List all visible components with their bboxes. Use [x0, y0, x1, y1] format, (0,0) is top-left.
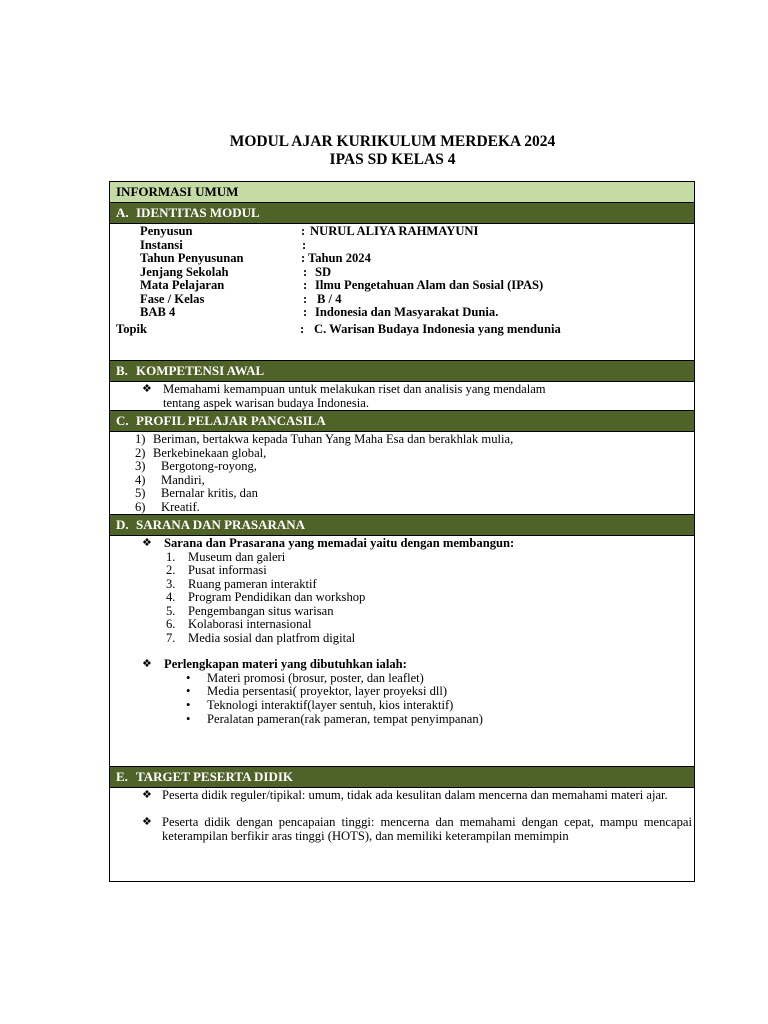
section-label: SARANA DAN PRASARANA [136, 517, 306, 532]
identitas-value-penyusun: NURUL ALIYA RAHMAYUNI [310, 224, 479, 238]
list-item: Berkebinekaan global, [153, 445, 267, 460]
identitas-sep: : [301, 251, 306, 265]
identitas-value-jenjang: SD [315, 264, 332, 279]
section-letter: A. [116, 205, 129, 220]
section-letter: B. [116, 363, 128, 378]
diamond-bullet-icon: ❖ [142, 789, 152, 801]
list-item: Museum dan galeri [188, 549, 286, 564]
list-item: Materi promosi (brosur, poster, dan leaflet) [207, 670, 424, 685]
list-item-number: 2) [135, 445, 146, 460]
list-item-number: 6. [166, 617, 176, 631]
section-label: PROFIL PELAJAR PANCASILA [136, 413, 326, 428]
section-letter: D. [116, 517, 129, 532]
list-item-number: 1) [135, 432, 146, 446]
identitas-sep: : [301, 224, 306, 238]
document-title: MODUL AJAR KURIKULUM MERDEKA 2024 [229, 133, 556, 150]
list-item-number: 3) [135, 459, 146, 473]
identitas-value-bab: Indonesia dan Masyarakat Dunia. [315, 305, 499, 319]
identitas-key-topik: Topik [116, 322, 148, 336]
sarana-prasarana-header [110, 514, 694, 536]
identitas-sep: : [302, 237, 307, 252]
profil-pelajar-header [110, 410, 694, 432]
diamond-bullet-icon: ❖ [142, 658, 152, 670]
target-item: Peserta didik dengan pencapaian tinggi: mencerna dan memahami dengan cepat, mampu mencapai keterampilan berfikir aras tinggi (HOTS), dan memiliki keterampilan memimpin [162, 815, 692, 843]
diamond-bullet-icon: ❖ [142, 537, 152, 549]
list-item: Media sosial dan platfrom digital [188, 630, 356, 645]
kompetensi-line: tentang aspek warisan budaya Indonesia. [163, 395, 369, 410]
identitas-key-mapel: Mata Pelajaran [140, 278, 225, 292]
identitas-key-fase: Fase / Kelas [140, 291, 205, 306]
identitas-key-tahun: Tahun Penyusunan [140, 251, 244, 265]
list-item-number: 4) [135, 472, 146, 487]
list-item: Media persentasi( proyektor, layer proyeksi dll) [207, 684, 448, 698]
section-letter: E. [116, 769, 128, 784]
identitas-key-instansi: Instansi [140, 237, 183, 252]
identitas-sep: : [300, 322, 305, 336]
list-item-number: 3. [166, 576, 176, 591]
identitas-modul-header [110, 203, 694, 224]
list-item-number: 1. [166, 549, 176, 564]
list-item: Ruang pameran interaktif [188, 576, 317, 591]
informasi-umum-label: INFORMASI UMUM [116, 184, 239, 199]
list-item-number: 5) [135, 486, 146, 500]
target-item: Peserta didik reguler/tipikal: umum, tidak ada kesulitan dalam mencerna dan memahami materi ajar. [162, 788, 668, 802]
sarana-heading: Sarana dan Prasarana yang memadai yaitu dengan membangun: [164, 536, 515, 550]
identitas-value-fase: B / 4 [317, 291, 342, 306]
perlengkapan-heading: Perlengkapan materi yang dibutuhkan ialah: [164, 657, 407, 671]
informasi-umum-header [110, 182, 694, 203]
identitas-key-bab: BAB 4 [140, 305, 176, 319]
identitas-key-penyusun: Penyusun [140, 224, 193, 238]
list-item: Program Pendidikan dan workshop [188, 590, 366, 604]
identitas-key-jenjang: Jenjang Sekolah [140, 264, 229, 279]
list-item: Pusat informasi [188, 563, 267, 577]
list-item-number: 5. [166, 603, 176, 618]
list-item: Kreatif. [161, 499, 200, 514]
list-item: Beriman, bertakwa kepada Tuhan Yang Maha Esa dan berakhlak mulia, [153, 432, 514, 446]
bullet-dot-icon: • [186, 697, 191, 712]
target-peserta-header [110, 766, 694, 788]
identitas-value-topik: C. Warisan Budaya Indonesia yang mendunia [314, 322, 561, 336]
list-item: Teknologi interaktif(layer sentuh, kios interaktif) [207, 697, 454, 712]
list-item: Bergotong-royong, [161, 459, 257, 473]
list-item-number: 2. [166, 563, 176, 577]
diamond-bullet-icon: ❖ [142, 816, 152, 828]
identitas-sep: : [303, 305, 308, 319]
list-item: Mandiri, [161, 472, 205, 487]
list-item: Bernalar kritis, dan [161, 486, 258, 500]
kompetensi-awal-header [110, 360, 694, 382]
bullet-dot-icon: • [186, 670, 191, 685]
section-label: IDENTITAS MODUL [136, 205, 260, 220]
kompetensi-line: Memahami kemampuan untuk melakukan riset dan analisis yang mendalam [163, 382, 546, 396]
section-letter: C. [116, 413, 129, 428]
identitas-value-mapel: Ilmu Pengetahuan Alam dan Sosial (IPAS) [315, 278, 544, 292]
list-item-number: 7. [166, 630, 176, 645]
list-item: Peralatan pameran(rak pameran, tempat penyimpanan) [207, 712, 483, 726]
bullet-dot-icon: • [186, 684, 191, 698]
document-subtitle: IPAS SD KELAS 4 [329, 151, 456, 168]
section-label: KOMPETENSI AWAL [136, 363, 265, 378]
bullet-dot-icon: • [186, 712, 191, 726]
list-item: Pengembangan situs warisan [188, 603, 334, 618]
identitas-sep: : [303, 291, 308, 306]
list-item-number: 6) [135, 499, 146, 514]
module-table [109, 181, 695, 882]
identitas-value-tahun: Tahun 2024 [308, 251, 371, 265]
diamond-bullet-icon: ❖ [142, 383, 152, 395]
list-item: Kolaborasi internasional [188, 617, 312, 631]
section-label: TARGET PESERTA DIDIK [136, 769, 294, 784]
identitas-sep: : [303, 278, 308, 292]
identitas-sep: : [303, 264, 308, 279]
list-item-number: 4. [166, 590, 176, 604]
